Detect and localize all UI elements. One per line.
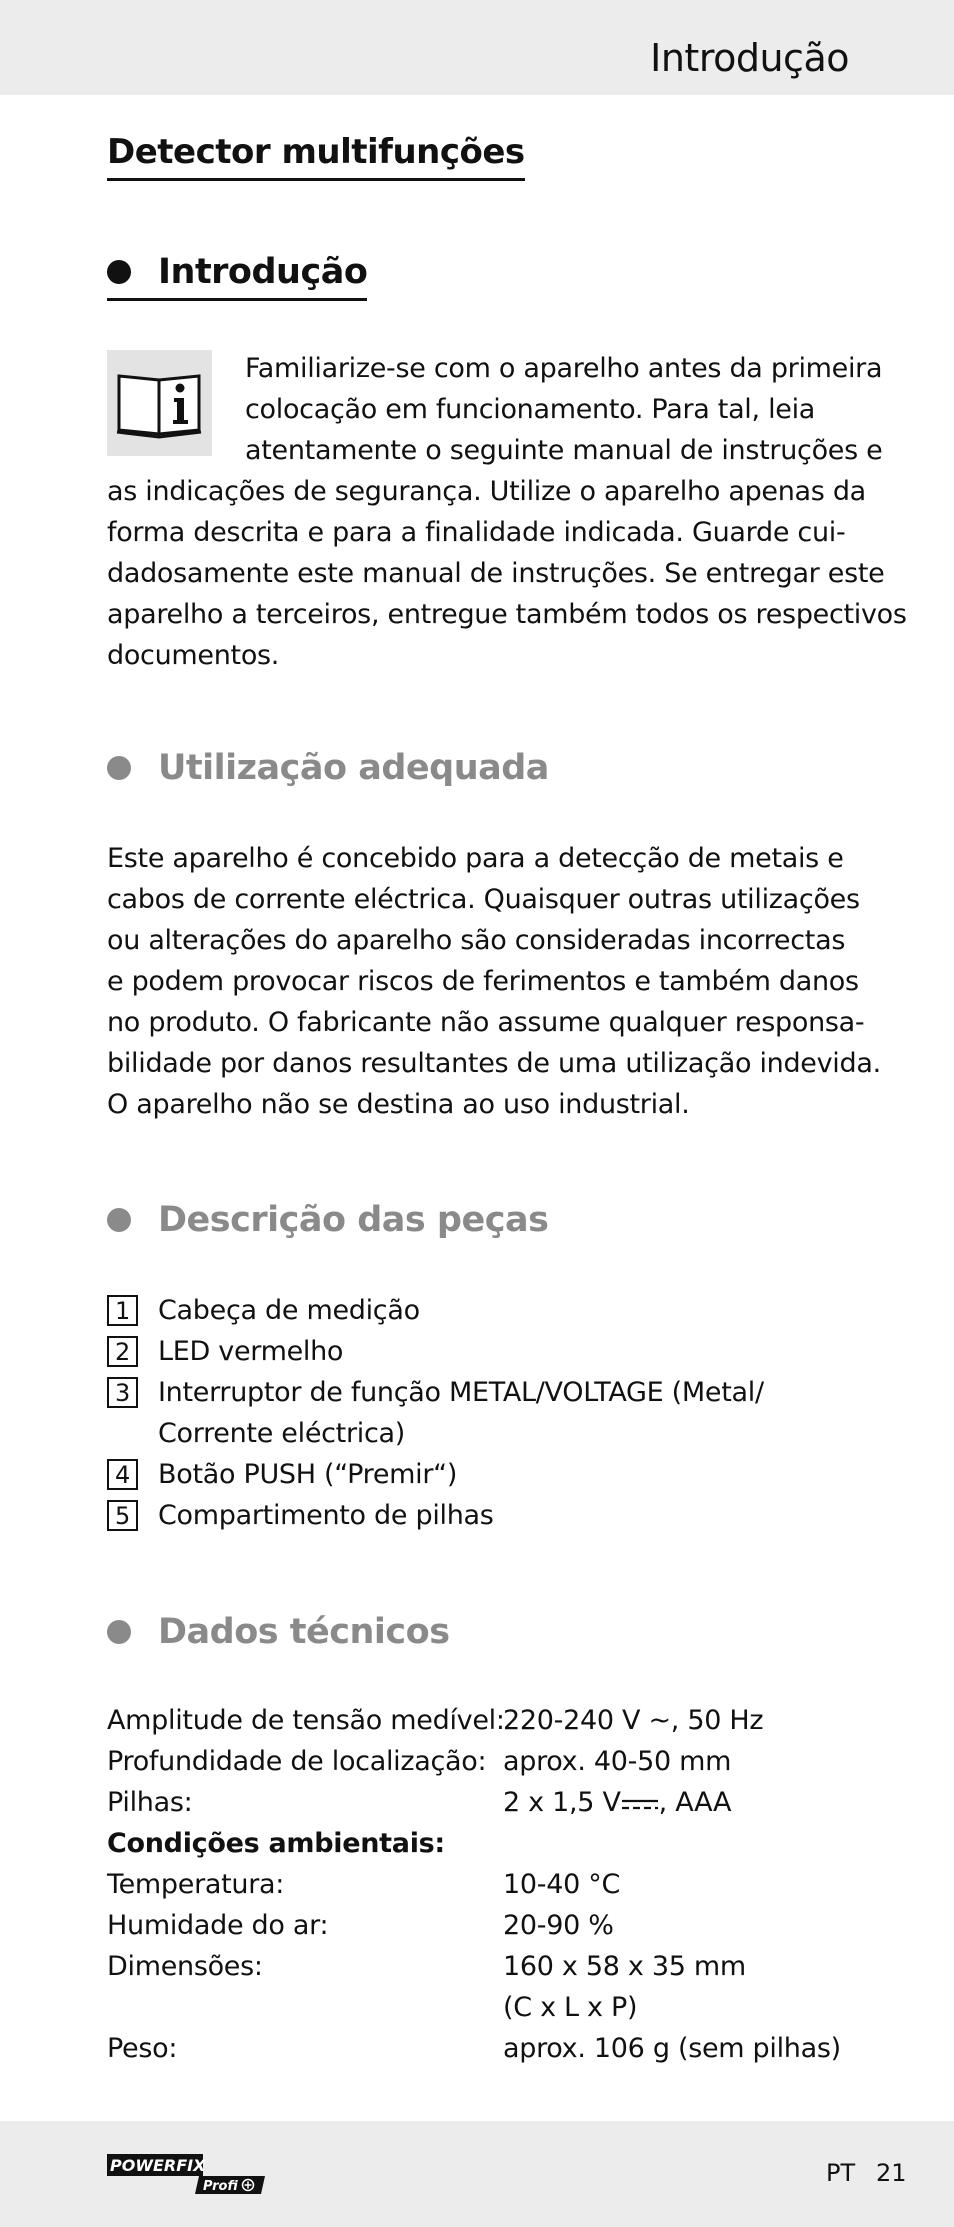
- section-heading-text: Descrição das peças: [158, 1200, 549, 1240]
- paragraph-line: bilidade por danos resultantes de uma utilização indevida.: [107, 1048, 881, 1079]
- spec-value: aprox. 106 g (sem pilhas): [503, 2033, 841, 2064]
- spec-label: Pilhas:: [107, 1787, 193, 1818]
- spec-value: 220-240 V ~, 50 Hz: [503, 1705, 764, 1736]
- part-label: [158, 1495, 494, 1536]
- part-number-box: 1: [107, 1295, 138, 1326]
- part-label-line: Interruptor de função METAL/VOLTAGE (Metal/: [158, 1377, 764, 1408]
- spec-subheading: Condições ambientais:: [107, 1828, 445, 1859]
- paragraph-line: colocação em funcionamento. Para tal, leia: [245, 394, 816, 425]
- intro-paragraph: [107, 348, 907, 676]
- paragraph-line: documentos.: [107, 640, 280, 671]
- direct-current-icon: [621, 1796, 659, 1812]
- powerfix-logo: [107, 2152, 265, 2196]
- part-label: [158, 1331, 343, 1372]
- part-number-box: 2: [107, 1336, 138, 1367]
- document-title: Detector multifunções: [107, 132, 525, 181]
- paragraph-line: e podem provocar riscos de ferimentos e também danos: [107, 966, 859, 997]
- section-heading-text: Utilização adequada: [158, 748, 549, 788]
- part-number-box: 5: [107, 1500, 138, 1531]
- spec-table: [107, 1700, 841, 2069]
- section-heading-specs: [107, 1612, 450, 1652]
- spec-label: Dimensões:: [107, 1951, 263, 1982]
- spec-row: [107, 2028, 841, 2069]
- part-label-line: Compartimento de pilhas: [158, 1500, 494, 1531]
- part-label-line: LED vermelho: [158, 1336, 344, 1367]
- parts-list: [107, 1290, 887, 1536]
- spec-row: [107, 1700, 841, 1741]
- logo-sub-text: Profi: [203, 2179, 238, 2194]
- paragraph-line: cabos de corrente eléctrica. Quaisquer outras utilizações: [107, 884, 860, 915]
- part-number-box: 3: [107, 1377, 138, 1408]
- footer-language: PT: [826, 2159, 856, 2187]
- paragraph-line: ou alterações do aparelho são consideradas incorrectas: [107, 925, 846, 956]
- part-label-line: Botão PUSH (“Premir“): [158, 1459, 458, 1490]
- section-heading-intended-use: [107, 748, 549, 788]
- spec-value: 10-40 °C: [503, 1869, 620, 1900]
- spec-row: [107, 1782, 841, 1823]
- intended-use-paragraph: [107, 838, 881, 1125]
- spec-label: Profundidade de localização:: [107, 1746, 487, 1777]
- spec-value: 20-90 %: [503, 1910, 614, 1941]
- spec-row: [107, 1823, 841, 1864]
- header-title: Introdução: [650, 36, 849, 80]
- paragraph-line: Este aparelho é concebido para a detecção de metais e: [107, 843, 844, 874]
- spec-value: 160 x 58 x 35 mm: [503, 1951, 746, 1982]
- bullet-icon: [107, 260, 131, 284]
- paragraph-line: no produto. O fabricante não assume qualquer responsa-: [107, 1007, 865, 1038]
- paragraph-line: aparelho a terceiros, entregue também todos os respectivos: [107, 599, 907, 630]
- part-number-box: 4: [107, 1459, 138, 1490]
- spec-row: [107, 1864, 841, 1905]
- part-label-line: Cabeça de medição: [158, 1295, 420, 1326]
- spec-label: Humidade do ar:: [107, 1910, 329, 1941]
- spec-row: [107, 1987, 841, 2028]
- paragraph-line: Familiarize-se com o aparelho antes da primeira: [245, 353, 883, 384]
- list-item: [107, 1290, 887, 1331]
- spec-label: Peso:: [107, 2033, 178, 2064]
- spec-row: [107, 1741, 841, 1782]
- list-item: [107, 1331, 887, 1372]
- section-heading-text: Dados técnicos: [158, 1612, 450, 1652]
- spec-label: Temperatura:: [107, 1869, 285, 1900]
- spec-value: (C x L x P): [503, 1992, 638, 2023]
- logo-brand-text: POWERFIX: [110, 2156, 206, 2175]
- spec-value: [503, 1782, 731, 1823]
- list-item: [107, 1495, 887, 1536]
- paragraph-line: atentamente o seguinte manual de instruções e: [245, 435, 883, 466]
- spec-row: [107, 1905, 841, 1946]
- bullet-icon: [107, 1208, 131, 1232]
- bullet-icon: [107, 756, 131, 780]
- spec-row: [107, 1946, 841, 1987]
- spec-label: [107, 1987, 503, 2028]
- paragraph-line: forma descrita e para a finalidade indicada. Guarde cui-: [107, 517, 846, 548]
- footer-page-number: 21: [876, 2159, 907, 2187]
- paragraph-line: dadosamente este manual de instruções. Se entregar este: [107, 558, 885, 589]
- section-heading-parts: [107, 1200, 548, 1240]
- paragraph-line: as indicações de segurança. Utilize o aparelho apenas da: [107, 476, 866, 507]
- spec-value-part: , AAA: [658, 1787, 732, 1818]
- part-label: [158, 1454, 457, 1495]
- part-label-line: Corrente eléctrica): [158, 1418, 405, 1449]
- bullet-icon: [107, 1620, 131, 1644]
- part-label: [158, 1372, 764, 1454]
- spec-value: aprox. 40-50 mm: [503, 1746, 732, 1777]
- spec-value-part: 2 x 1,5 V: [503, 1787, 621, 1818]
- section-heading-intro: [107, 252, 367, 301]
- paragraph-line: O aparelho não se destina ao uso industrial.: [107, 1089, 690, 1120]
- list-item: [107, 1372, 887, 1454]
- part-label: [158, 1290, 420, 1331]
- list-item: [107, 1454, 887, 1495]
- section-heading-text: Introdução: [158, 252, 368, 292]
- spec-label: Amplitude de tensão medível:: [107, 1705, 505, 1736]
